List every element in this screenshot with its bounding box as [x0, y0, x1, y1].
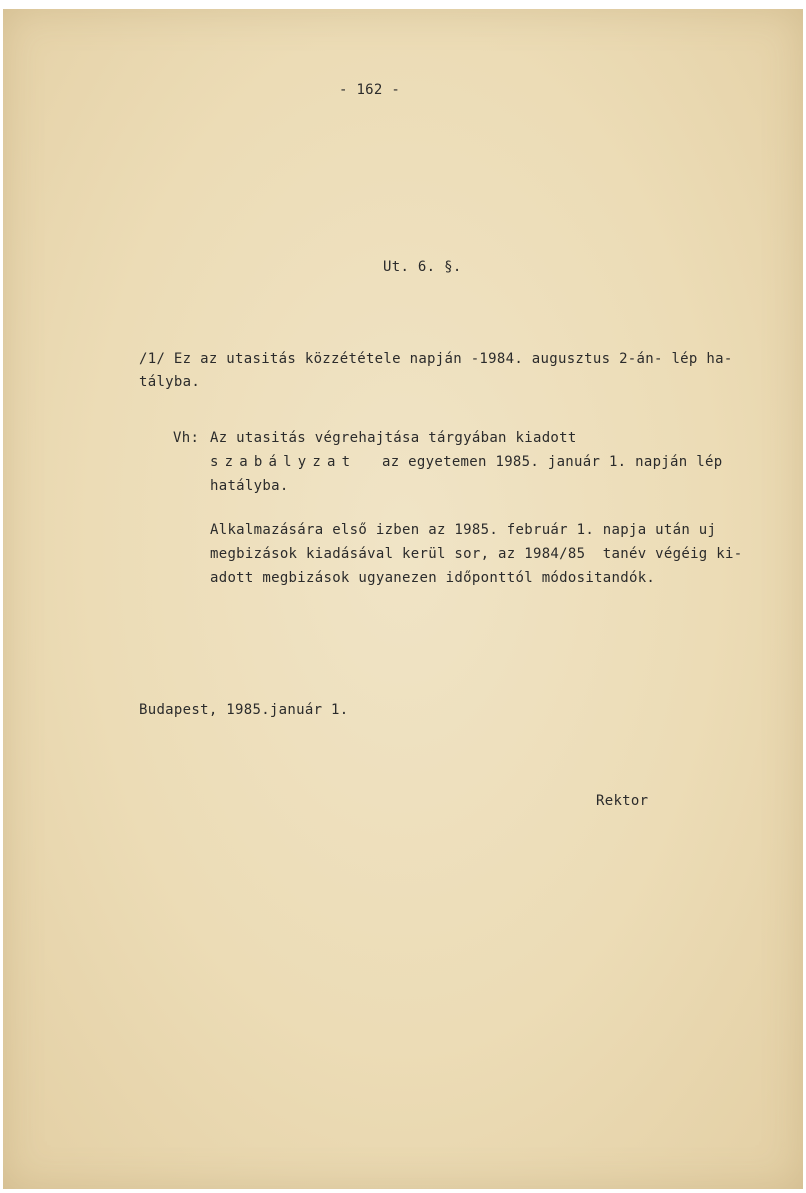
application-line-2: megbizások kiadásával kerül sor, az 1984/85 tanév végéig ki- [210, 546, 743, 562]
place-date: Budapest, 1985.január 1. [139, 702, 349, 718]
document-page [3, 9, 803, 1189]
application-line-3: adott megbizások ugyanezen időponttól módositandók. [210, 570, 656, 586]
vh-line-3: hatályba. [210, 478, 289, 494]
vh-line-1: Az utasitás végrehajtása tárgyában kiadott [210, 430, 577, 446]
vh-label: Vh: [173, 430, 200, 446]
application-line-1: Alkalmazására első izben az 1985. február 1. napja után uj [210, 522, 717, 538]
page-number: - 162 - [339, 82, 401, 98]
paragraph-1-line-2: tályba. [139, 374, 201, 390]
paragraph-1-line-1: /1/ Ez az utasitás közzététele napján -1984. augusztus 2-án- lép ha- [139, 351, 733, 367]
signature-title: Rektor [596, 793, 649, 809]
vh-line-2: az egyetemen 1985. január 1. napján lép [382, 454, 723, 470]
section-heading: Ut. 6. §. [383, 259, 462, 275]
vh-spaced-word: szabályzat [210, 454, 357, 470]
